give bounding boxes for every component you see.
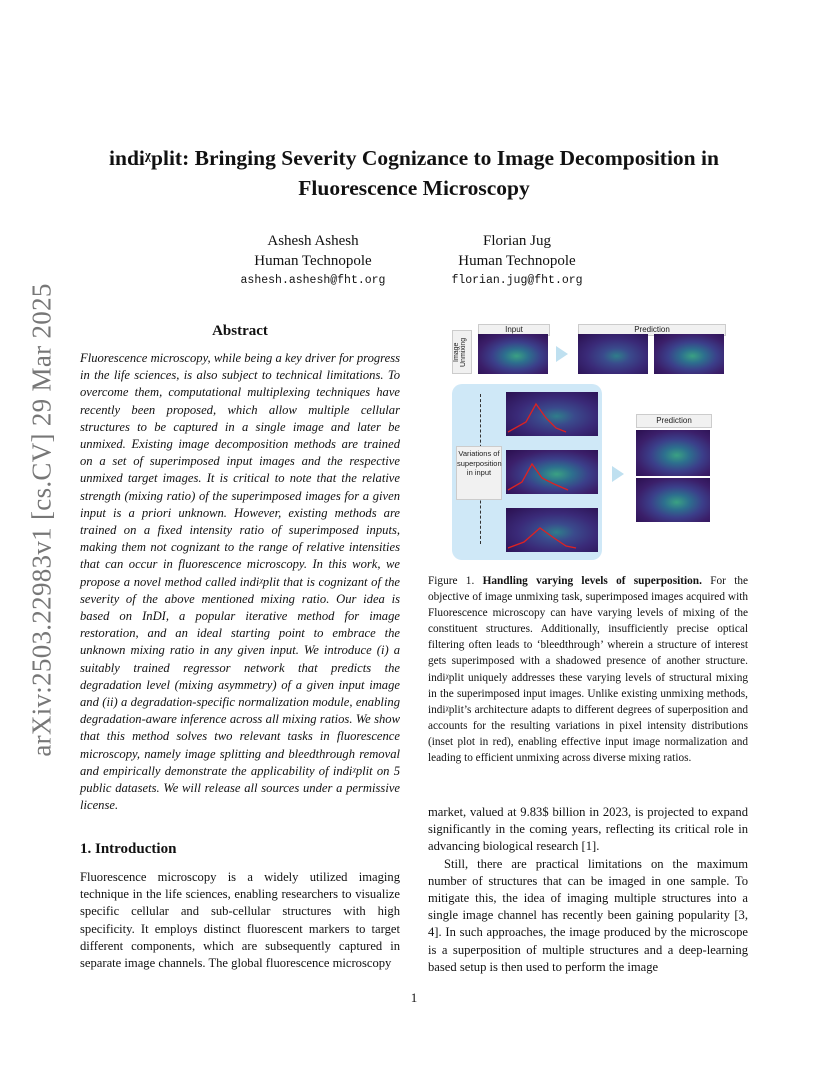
abstract-text: Fluorescence microscopy, while being a key driver for progress in the life sciences, is also subject to technical limitations. To overcome them, computational multiplexing techniques have recently been proposed, which allow multiple cellular structures to be captured in a single image and later be unmixed. Existing image decomposition methods are trained on a set of superimposed input images and the respective unmixed target images. It is critical to note that the relative strength (mixing ratio) of the superimposed images for a given input is a priori unknown. However, existing methods are trained on a fixed intensity ratio of superimposed inputs, making them not cognizant to the range of relative intensities that can occur in fluorescence microscopy. In this work, we propose a novel method called indiᵡplit that is cognizant of the severity of the above mentioned mixing ratio. Our idea is based on InDI, a popular iterative method for image restoration, and an ideal starting point to embrace the unknown mixing ratio in any given input. We introduce (i) a suitably trained regressor network that predicts the degradation level (mixing asymmetry) of a given input image and (ii) a degradation-specific normalization module, enabling degradation-aware inference across all mixing ratios. We show that this method solves two relevant tasks in fluorescence microscopy, namely image splitting and bleedthrough removal and empirically demonstrate the applicability of indiᵡplit on 5 public datasets. We will release all sources under a permissive license. (80, 351, 400, 813)
figure-1 (450, 322, 750, 562)
paper-title: indiᵡplit: Bringing Severity Cognizance to Image Decomposition in Fluorescence Microscopy (109, 146, 719, 200)
inset-plot-3 (506, 508, 598, 552)
prediction-image-3 (636, 430, 710, 476)
intro-text: Fluorescence microscopy is a widely utilized imaging technique in the life sciences, enabling researchers to visualize specific cellular and sub-cellular structures with high specificity. It employs distinct fluorescent markers to target different components, which are subsequently captured in separate image channels. The global fluorescence microscopy (80, 870, 400, 971)
input-image (478, 334, 548, 374)
author-name: Ashesh Ashesh (267, 233, 359, 249)
prediction-label-bottom: Prediction (636, 414, 712, 428)
prediction-image-1 (578, 334, 648, 374)
caption-title: Handling varying levels of superposition. (482, 575, 702, 587)
inset-plot-1 (506, 392, 598, 436)
author-affiliation: Human Technopole (458, 253, 576, 269)
author-email[interactable]: ashesh.ashesh@fht.org (240, 274, 386, 287)
author-2 (432, 231, 602, 291)
arrow-icon (612, 466, 624, 482)
author-name: Florian Jug (483, 233, 551, 249)
prediction-image-4 (636, 478, 710, 522)
arrow-icon (556, 346, 568, 362)
caption-text: For the objective of image unmixing task, superimposed images acquired with Fluorescence microscopy can have varying levels of mixing of the constituent structures. Additionally, insufficiently precise optical filtering often leads to ‘bleedthrough’ wherein a structure of interest gets superimposed with a shadowed presence of another structure. indiᵡplit uniquely addresses these varying levels of structural mixing in the superimposed input images. Unlike existing unmixing methods, indiᵡplit’s architecture adapts to different degrees of superposition and accounts for the resulting variations in pixel intensity distributions (inset plot in red), enabling effective input image normalization and leading to efficient unmixing across diverse mixing ratios. (428, 575, 749, 765)
right-column-text (428, 804, 748, 976)
variations-label: Variations of superposition in input (456, 446, 502, 500)
paragraph: market, valued at 9.83$ billion in 2023, is projected to expand significantly in the coming years, reflecting its critical role in advancing biological research [1]. (428, 805, 748, 854)
arxiv-stamp: arXiv:2503.22983v1 [cs.CV] 29 Mar 2025 (26, 283, 57, 757)
abstract-heading: Abstract (212, 323, 268, 339)
author-affiliation: Human Technopole (254, 253, 372, 269)
input-label: Input (478, 324, 550, 336)
caption-lead: Figure 1. (428, 575, 475, 587)
prediction-label: Prediction (578, 324, 726, 336)
paragraph: Still, there are practical limitations on the maximum number of structures that can be imaged in one sample. To mitigate this, the idea of imaging multiple structures into a single image channel has recently been gaining popularity [3, 4]. In such approaches, the image produced by the microscope is a superposition of multiple structures and a deep-learning based setup is then used to perform the image (428, 856, 748, 974)
author-1 (228, 231, 398, 291)
prediction-image-2 (654, 334, 724, 374)
author-email[interactable]: florian.jug@fht.org (451, 274, 583, 287)
section-heading: 1. Introduction (80, 841, 177, 857)
page-number: 1 (410, 990, 418, 1005)
inset-plot-2 (506, 450, 598, 494)
figure-caption (428, 573, 748, 766)
image-unmixing-label: Image Unmixing (452, 330, 472, 374)
